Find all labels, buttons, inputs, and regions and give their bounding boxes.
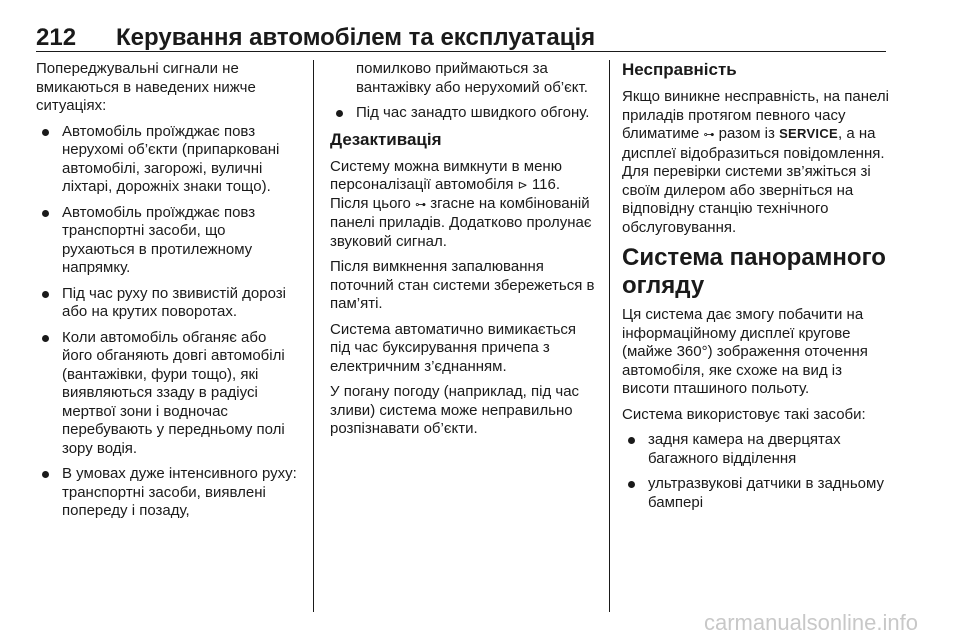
list-item: [330, 104, 600, 123]
paragraph-text: , а на дисплеї відобразиться повідомлення. Для перевірки системи зв’яжіться зі своїм дилером або зверніться на відповідну станцію технічного обслуговування.: [622, 125, 885, 236]
section-heading: Несправність: [622, 60, 737, 79]
column-1: [36, 60, 300, 528]
list-item-text: ультразвукові датчики в задньому бампері: [648, 475, 884, 511]
section-heading: Дезактивація: [330, 129, 442, 149]
paragraph: [330, 158, 600, 252]
paragraph: У погану погоду (наприклад, під час зливи) система може неправильно розпізнавати об’єкти.: [330, 383, 580, 437]
paragraph: Після вимкнення запалювання поточний стан системи збережеться в пам’яті.: [330, 258, 595, 312]
list-item-text: Під час занадто швидкого обгону.: [356, 104, 590, 121]
column-3: [622, 60, 890, 519]
bullet-icon: [628, 437, 635, 444]
side-blind-spot-indicator-icon: ⊶: [703, 129, 715, 141]
watermark: carmanualsonline.info: [703, 610, 918, 635]
bullet-list: [36, 123, 300, 521]
column-divider: [313, 60, 314, 612]
list-item-text: Під час руху по звивистій дорозі або на крутих поворотах.: [62, 284, 286, 320]
list-item: [622, 475, 890, 512]
page-number: 212: [36, 24, 77, 51]
side-blind-spot-indicator-icon: ⊶: [415, 198, 427, 211]
paragraph-text: разом із: [718, 125, 775, 142]
bullet-icon: [42, 210, 49, 217]
paragraph: Система використовує такі засоби:: [622, 405, 866, 423]
list-item: [36, 123, 300, 197]
list-item: [36, 285, 300, 322]
paragraph-text: згасне на комбінованій панелі приладів. Додатково пролунає звуковий сигнал.: [330, 194, 592, 250]
page-title: Керування автомобілем та експлуатація: [116, 24, 596, 51]
paragraph: [622, 88, 890, 237]
list-item: [36, 329, 300, 459]
page-reference-arrow-icon: ⊳: [517, 178, 528, 192]
bullet-icon: [42, 129, 49, 136]
list-item: [36, 204, 300, 278]
bullet-list: [330, 104, 600, 123]
paragraph: Ця система дає змогу побачити на інформаційному дисплеї кругове (майже 360°) зображення оточення автомобіля, яке схоже на вид із висоти пташиного польоту.: [622, 306, 868, 397]
bullet-icon: [42, 335, 49, 342]
column-2: [330, 60, 600, 446]
paragraph-text: Якщо виникне несправність, на панелі приладів протягом певного часу блиматиме: [622, 88, 889, 142]
list-item-text: Коли автомобіль обганяє або його обганяють довгі автомобілі (вантажівки, фури тощо), які виявляються ззаду в радіусі мертвої зони і водночас перебувають у передньому полі зору водія.: [62, 328, 285, 457]
column-divider: [609, 60, 610, 612]
list-item-text: Автомобіль проїжджає повз транспортні засоби, що рухаються в протилежному напрямку.: [62, 203, 256, 276]
list-item: [36, 465, 300, 521]
intro-paragraph: Попереджувальні сигнали не вмикаються в наведених нижче ситуаціях:: [36, 60, 256, 114]
page-header: [36, 20, 886, 52]
bullet-icon: [628, 481, 635, 488]
list-item-text: В умовах дуже інтенсивного руху: транспортні засоби, виявлені попереду і позаду,: [62, 465, 297, 519]
page-reference-link[interactable]: 116. Після цього: [330, 176, 560, 212]
header-rule: [36, 51, 886, 52]
bullet-list: [622, 431, 890, 512]
service-indicator-label: SERVICE: [779, 126, 838, 141]
section-title: Система панорамного огляду: [622, 244, 886, 299]
list-item-text: задня камера на дверцятах багажного відділення: [648, 431, 841, 467]
paragraph: Система автоматично вимикається під час буксирування причепа з електричним з’єднанням.: [330, 320, 577, 375]
bullet-icon: [336, 110, 343, 117]
paragraph-text: Систему можна вимкнути в меню персоналізації автомобіля: [330, 157, 562, 193]
list-item-text: Автомобіль проїжджає повз нерухомі об’єкти (припарковані автомобілі, загорожі, вуличні ліхтарі, дорожніх знаки тощо).: [62, 122, 280, 195]
continued-text: помилково приймаються за вантажівку або нерухомий об’єкт.: [356, 60, 588, 96]
list-item: [622, 431, 890, 468]
bullet-icon: [42, 291, 49, 298]
bullet-icon: [42, 471, 49, 478]
